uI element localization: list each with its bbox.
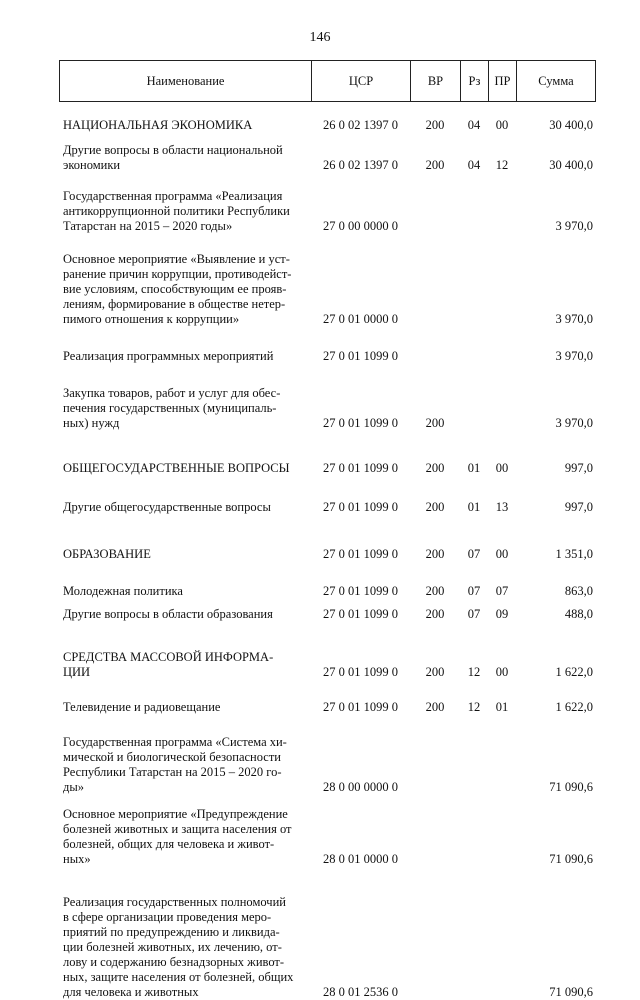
cell-rz: 12 (467, 700, 481, 714)
column-header-rz: Рз (461, 61, 489, 102)
cell-sum: 1 351,0 (555, 547, 593, 561)
row-name-text: Государственная программа «Система хи- мической и биологической безопасности Республики Татарстан на 2015 – 2020 го- ды» (63, 735, 287, 794)
cell-pr (488, 795, 516, 867)
cell-vr: 200 (425, 416, 445, 430)
cell-sum: 997,0 (564, 461, 593, 475)
cell-name (59, 133, 311, 173)
cell-sum: 3 970,0 (555, 416, 593, 430)
table-header (59, 60, 596, 102)
cell-pr: 07 (495, 584, 509, 598)
cell-rz (460, 364, 488, 431)
row-name-text: Молодежная политика (63, 584, 183, 598)
cell-vr: 200 (425, 607, 445, 621)
cell-csr: 28 0 01 0000 0 (323, 852, 398, 866)
cell-pr: 12 (495, 158, 509, 172)
column-header-pr: ПР (489, 61, 517, 102)
page-number: 146 (309, 30, 331, 45)
cell-pr: 00 (495, 665, 509, 679)
column-header-vr: ВР (411, 61, 461, 102)
table-row (59, 327, 595, 364)
cell-vr: 200 (425, 584, 445, 598)
cell-pr (488, 234, 516, 327)
cell-sum: 3 970,0 (555, 312, 593, 326)
cell-rz: 01 (467, 500, 481, 514)
cell-rz (460, 795, 488, 867)
cell-csr: 28 0 01 2536 0 (323, 985, 398, 999)
cell-pr: 00 (495, 547, 509, 561)
cell-pr: 00 (495, 118, 509, 132)
row-name-text: Основное мероприятие «Предупреждение болезней животных и защита населения от болезней, общих для человека и живот- ных» (63, 807, 292, 866)
column-header-sum: Сумма (517, 61, 596, 102)
cell-rz: 12 (467, 665, 481, 679)
table-row (59, 715, 595, 795)
table-row (59, 562, 595, 599)
cell-vr (410, 867, 460, 1000)
cell-sum: 71 090,6 (549, 780, 593, 794)
cell-csr: 27 0 01 1099 0 (323, 461, 398, 475)
cell-sum: 3 970,0 (555, 349, 593, 363)
cell-pr: 00 (495, 461, 509, 475)
cell-rz: 04 (467, 158, 481, 172)
cell-sum: 3 970,0 (555, 219, 593, 233)
row-name-text: Другие вопросы в области образования (63, 607, 273, 621)
cell-name (59, 476, 311, 515)
cell-csr: 27 0 01 1099 0 (323, 700, 398, 714)
cell-vr: 200 (425, 118, 445, 132)
cell-csr: 26 0 02 1397 0 (323, 118, 398, 132)
cell-vr (410, 327, 460, 364)
cell-csr: 26 0 02 1397 0 (323, 158, 398, 172)
cell-name (59, 234, 311, 327)
row-name-text: СРЕДСТВА МАССОВОЙ ИНФОРМА- ЦИИ (63, 650, 274, 679)
table-row (59, 476, 595, 515)
cell-rz (460, 867, 488, 1000)
cell-vr (410, 795, 460, 867)
table-row (59, 173, 595, 234)
row-name-text: Телевидение и радиовещание (63, 700, 221, 714)
cell-pr: 09 (495, 607, 509, 621)
table-row (59, 795, 595, 867)
cell-name (59, 562, 311, 599)
cell-vr: 200 (425, 665, 445, 679)
cell-vr (410, 173, 460, 234)
cell-csr: 27 0 01 1099 0 (323, 584, 398, 598)
cell-name (59, 599, 311, 622)
cell-pr (488, 867, 516, 1000)
row-name-text: Закупка товаров, работ и услуг для обес- печения государственных (муниципаль- ных) нужд (63, 386, 281, 430)
cell-vr (410, 715, 460, 795)
cell-rz (460, 173, 488, 234)
cell-name (59, 867, 311, 1000)
cell-pr (488, 173, 516, 234)
cell-rz: 07 (467, 584, 481, 598)
cell-name (59, 715, 311, 795)
row-name-text: Другие общегосударственные вопросы (63, 500, 271, 514)
row-name-text: ОБРАЗОВАНИЕ (63, 547, 151, 561)
row-name-text: Реализация государственных полномочий в сфере организации проведения меро- приятий по предупреждению и ликвида- ции болезней животных, их лечению, от- лову и содержанию безнадзорных живот- ных, защите населения от болезней, общих для человека и животных (63, 895, 294, 999)
cell-sum: 1 622,0 (555, 665, 593, 679)
column-header-name: Наименование (60, 61, 312, 102)
cell-name (59, 431, 311, 476)
budget-table (59, 112, 595, 1000)
cell-pr (488, 364, 516, 431)
cell-sum: 30 400,0 (549, 158, 593, 172)
cell-rz (460, 715, 488, 795)
cell-rz (460, 327, 488, 364)
table-row (59, 599, 595, 622)
cell-pr (488, 327, 516, 364)
table-row (59, 112, 595, 133)
cell-rz: 01 (467, 461, 481, 475)
cell-csr: 27 0 00 0000 0 (323, 219, 398, 233)
cell-vr: 200 (425, 547, 445, 561)
row-name-text: НАЦИОНАЛЬНАЯ ЭКОНОМИКА (63, 118, 253, 132)
cell-name (59, 795, 311, 867)
row-name-text: Государственная программа «Реализация антикоррупционной политики Республики Татарстан на 2015 – 2020 годы» (63, 189, 290, 233)
table-row (59, 431, 595, 476)
cell-vr (410, 234, 460, 327)
row-name-text: Реализация программных мероприятий (63, 349, 274, 363)
cell-name (59, 112, 311, 133)
cell-vr: 200 (425, 158, 445, 172)
row-name-text: ОБЩЕГОСУДАРСТВЕННЫЕ ВОПРОСЫ (63, 461, 290, 475)
table-row (59, 234, 595, 327)
cell-sum: 1 622,0 (555, 700, 593, 714)
row-name-text: Другие вопросы в области национальной экономики (63, 143, 283, 172)
table-row (59, 364, 595, 431)
cell-rz: 04 (467, 118, 481, 132)
cell-name (59, 173, 311, 234)
table-row (59, 680, 595, 715)
cell-sum: 71 090,6 (549, 985, 593, 999)
row-name-text: Основное мероприятие «Выявление и уст- ранение причин коррупции, противодейст- вие условиям, способствующим ее прояв- лениям, формирование в обществе нетер- пимого отношения к коррупции» (63, 252, 292, 326)
cell-name (59, 364, 311, 431)
cell-pr: 01 (495, 700, 509, 714)
cell-sum: 71 090,6 (549, 852, 593, 866)
cell-name (59, 327, 311, 364)
cell-sum: 863,0 (564, 584, 593, 598)
table-row (59, 515, 595, 562)
cell-rz: 07 (467, 607, 481, 621)
cell-pr: 13 (495, 500, 509, 514)
cell-csr: 27 0 01 0000 0 (323, 312, 398, 326)
cell-vr: 200 (425, 461, 445, 475)
cell-csr: 27 0 01 1099 0 (323, 547, 398, 561)
cell-csr: 27 0 01 1099 0 (323, 416, 398, 430)
cell-name (59, 622, 311, 680)
cell-csr: 27 0 01 1099 0 (323, 349, 398, 363)
cell-name (59, 680, 311, 715)
cell-csr: 27 0 01 1099 0 (323, 665, 398, 679)
column-header-csr: ЦСР (312, 61, 411, 102)
cell-pr (488, 715, 516, 795)
cell-sum: 488,0 (564, 607, 593, 621)
cell-csr: 28 0 00 0000 0 (323, 780, 398, 794)
table-row (59, 133, 595, 173)
cell-csr: 27 0 01 1099 0 (323, 607, 398, 621)
table-row (59, 867, 595, 1000)
cell-csr: 27 0 01 1099 0 (323, 500, 398, 514)
cell-vr: 200 (425, 700, 445, 714)
cell-vr: 200 (425, 500, 445, 514)
cell-rz (460, 234, 488, 327)
cell-name (59, 515, 311, 562)
cell-rz: 07 (467, 547, 481, 561)
cell-sum: 997,0 (564, 500, 593, 514)
cell-sum: 30 400,0 (549, 118, 593, 132)
table-row (59, 622, 595, 680)
